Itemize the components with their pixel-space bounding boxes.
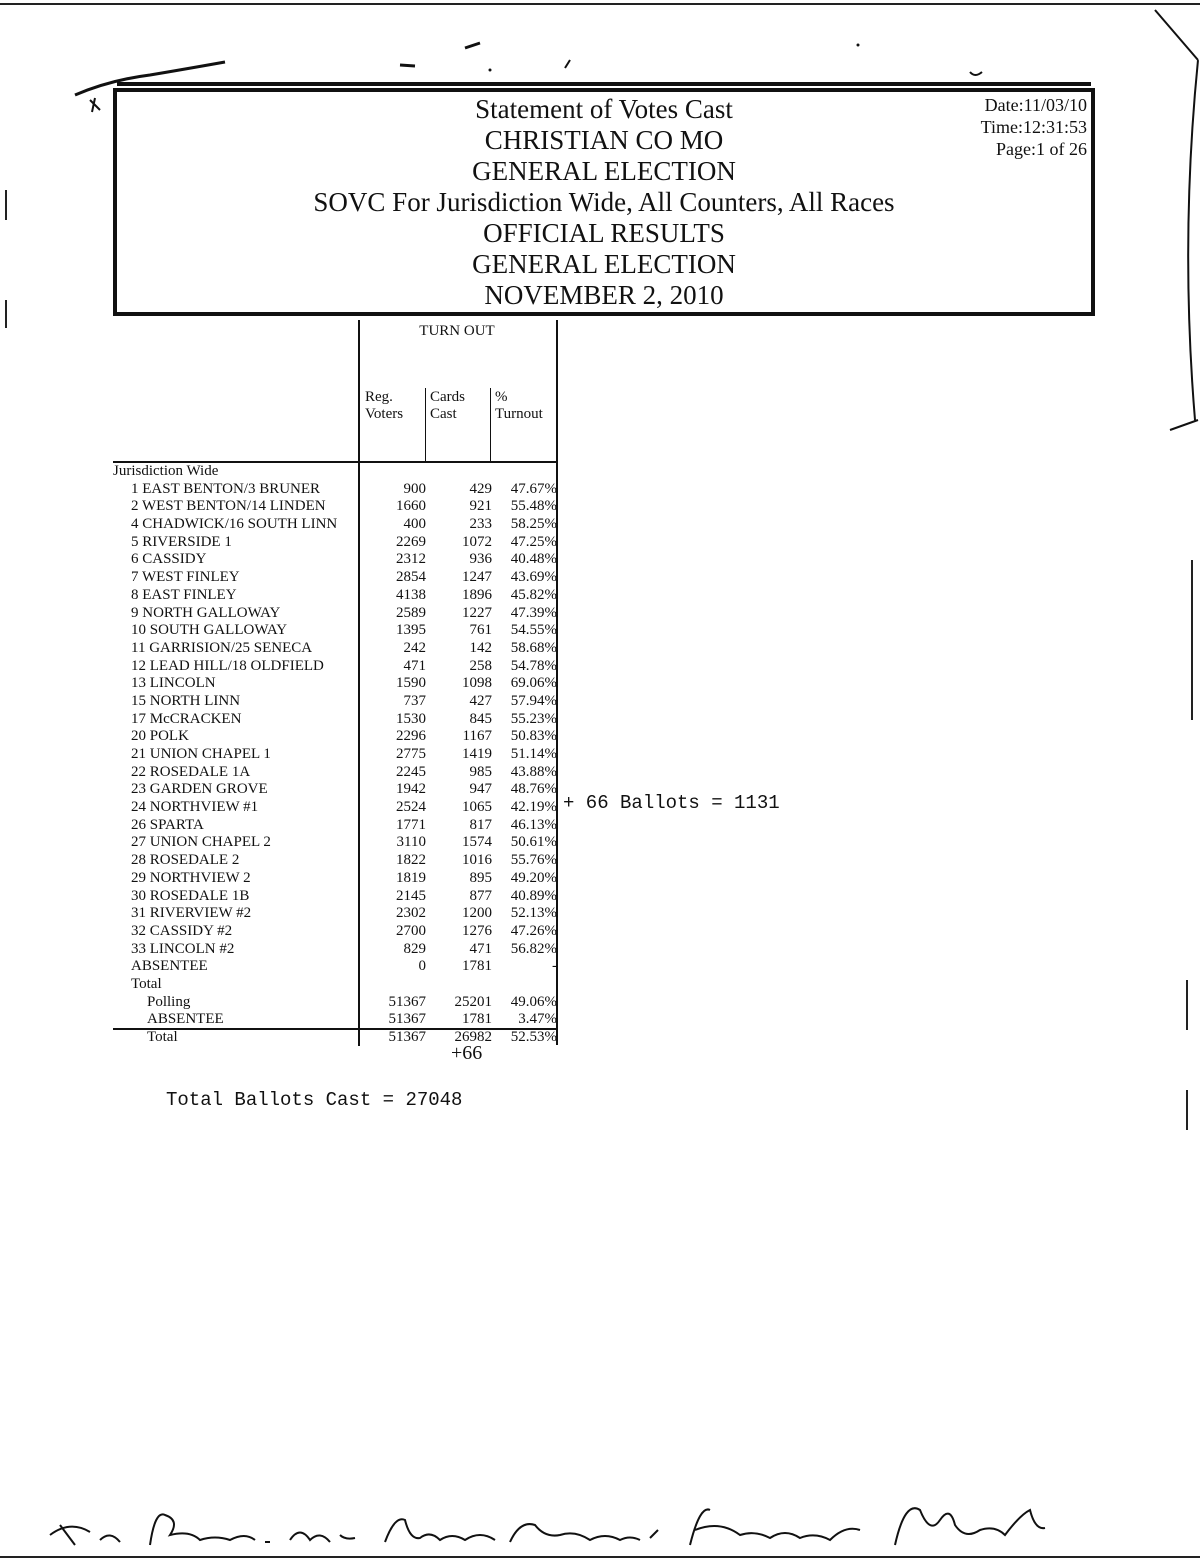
pct-turnout-cell: 55.76%	[510, 852, 557, 869]
table-row	[113, 799, 573, 817]
reg-voters-cell: 471	[403, 657, 426, 674]
reg-voters-cell: 1822	[396, 852, 426, 869]
cards-cast-cell: 258	[469, 657, 492, 674]
cards-cast-cell: 761	[469, 622, 492, 639]
official-results-line: OFFICIAL RESULTS	[483, 218, 725, 248]
table-row	[113, 923, 573, 941]
pct-turnout-cell: 42.19%	[510, 799, 557, 816]
table-row	[113, 711, 573, 729]
precinct-name: 5 RIVERSIDE 1	[131, 533, 232, 550]
cards-cast-cell: 233	[469, 516, 492, 533]
cards-cast-cell: 1896	[462, 586, 492, 603]
reg-voters-cell: 1942	[396, 781, 426, 798]
pct-turnout-cell: 49.20%	[510, 869, 557, 886]
pct-turnout-cell: 47.39%	[510, 604, 557, 621]
precinct-name: Total	[147, 1029, 178, 1045]
reg-voters-cell: 2524	[396, 799, 426, 816]
table-row	[113, 693, 573, 711]
reg-voters-cell: 2145	[396, 887, 426, 904]
reg-voters-cell: 242	[403, 639, 426, 656]
total-row	[113, 994, 573, 1012]
table-row	[113, 569, 573, 587]
table-row	[113, 658, 573, 676]
table-row	[113, 516, 573, 534]
cards-cast-cell: 817	[469, 816, 492, 833]
reg-voters-cell: 2245	[396, 763, 426, 780]
precinct-name: 4 CHADWICK/16 SOUTH LINN	[131, 516, 338, 533]
precinct-name: 15 NORTH LINN	[131, 692, 241, 709]
reg-voters-cell: 51367	[388, 993, 426, 1010]
pct-turnout-cell: 52.13%	[510, 905, 557, 922]
precinct-name: 7 WEST FINLEY	[131, 569, 240, 586]
reg-voters-cell: 2854	[396, 569, 426, 586]
precinct-name: 8 EAST FINLEY	[131, 586, 237, 603]
precinct-name: 9 NORTH GALLOWAY	[131, 604, 281, 621]
report-meta	[981, 94, 1087, 160]
pct-turnout-cell: 48.76%	[510, 781, 557, 798]
table-row	[113, 622, 573, 640]
scan-left-edge-mark	[5, 190, 7, 220]
pct-turnout-cell: 54.78%	[510, 657, 557, 674]
report-time: Time:12:31:53	[980, 117, 1087, 137]
cards-cast-cell: 427	[469, 692, 492, 709]
cards-cast-cell: 1419	[462, 746, 492, 762]
precinct-name: 29 NORTHVIEW 2	[131, 869, 251, 886]
table-row	[113, 817, 573, 835]
pct-turnout-cell: 56.82%	[510, 940, 557, 957]
cards-cast-cell: 1781	[462, 958, 492, 975]
table-row	[113, 675, 573, 693]
cards-cast-cell: 845	[469, 710, 492, 727]
scope-line: SOVC For Jurisdiction Wide, All Counters, All Races	[313, 187, 895, 217]
precinct-name: 22 ROSEDALE 1A	[131, 763, 251, 780]
total-row	[113, 1029, 573, 1047]
pct-turnout-cell: 43.69%	[510, 569, 557, 586]
plus-66-handwritten: +66	[451, 1042, 483, 1064]
pct-turnout-cell: 69.06%	[510, 675, 557, 692]
column-header-text: Cast	[430, 406, 457, 422]
report-page: Page:1 of 26	[996, 139, 1087, 159]
precinct-name: 6 CASSIDY	[131, 551, 207, 568]
precinct-name: 26 SPARTA	[131, 816, 204, 833]
reg-voters-cell: 2302	[396, 905, 426, 922]
scan-corner-stroke	[1150, 0, 1200, 450]
table-row	[113, 834, 573, 852]
reg-voters-cell: 1530	[396, 710, 426, 727]
table-row	[113, 781, 573, 799]
pct-turnout-cell: 50.83%	[510, 728, 557, 745]
turnout-table	[113, 463, 573, 1047]
table-row	[113, 605, 573, 623]
column-header-cards-cast	[430, 389, 465, 423]
total-label: Total	[131, 975, 162, 992]
precinct-name: 28 ROSEDALE 2	[131, 852, 240, 869]
cards-cast-cell: 1781	[462, 1011, 492, 1028]
precinct-name: 32 CASSIDY #2	[131, 922, 233, 939]
reg-voters-cell: 2269	[396, 533, 426, 550]
total-row	[113, 1011, 573, 1029]
county-line: CHRISTIAN CO MO	[484, 125, 724, 155]
column-rule-cards	[490, 388, 491, 462]
reg-voters-cell: 51367	[388, 1029, 426, 1045]
pct-turnout-cell: 55.23%	[510, 710, 557, 727]
pct-turnout-cell: 51.14%	[510, 746, 557, 762]
election-line: GENERAL ELECTION	[472, 156, 736, 186]
table-row	[113, 587, 573, 605]
pct-turnout-cell: 54.55%	[510, 622, 557, 639]
pct-turnout-cell: -	[552, 958, 557, 975]
pct-turnout-cell: 40.89%	[510, 887, 557, 904]
turnout-group-title: TURN OUT	[419, 323, 495, 339]
cards-cast-cell: 1065	[462, 799, 492, 816]
precinct-name: 2 WEST BENTON/14 LINDEN	[131, 498, 326, 515]
reg-voters-cell: 4138	[396, 586, 426, 603]
cards-cast-cell: 1167	[462, 728, 492, 745]
precinct-name: 13 LINCOLN	[131, 675, 216, 692]
cards-cast-cell: 985	[469, 763, 492, 780]
pct-turnout-cell: 46.13%	[510, 816, 557, 833]
pct-turnout-cell: 3.47%	[518, 1011, 557, 1028]
cards-cast-cell: 471	[469, 940, 492, 957]
precinct-name: 27 UNION CHAPEL 2	[131, 834, 271, 851]
table-row	[113, 551, 573, 569]
pct-turnout-cell: 43.88%	[510, 763, 557, 780]
precinct-name: ABSENTEE	[147, 1011, 224, 1028]
reg-voters-cell: 829	[403, 940, 426, 957]
reg-voters-cell: 1660	[396, 498, 426, 515]
cards-cast-cell: 142	[469, 639, 492, 656]
election-date-line: NOVEMBER 2, 2010	[484, 280, 724, 310]
scan-right-edge-mark	[1186, 980, 1188, 1030]
precinct-name: 17 McCRACKEN	[131, 710, 242, 727]
section-label: Jurisdiction Wide	[113, 463, 219, 479]
reg-voters-cell: 1771	[396, 816, 426, 833]
election-line-2: GENERAL ELECTION	[472, 249, 736, 279]
signature-image	[40, 1490, 1050, 1560]
reg-voters-cell: 1590	[396, 675, 426, 692]
table-row	[113, 481, 573, 499]
pct-turnout-cell: 58.68%	[510, 639, 557, 656]
pct-turnout-cell: 40.48%	[510, 551, 557, 568]
reg-voters-cell: 0	[418, 958, 426, 975]
pct-turnout-cell: 49.06%	[510, 993, 557, 1010]
reg-voters-cell: 2700	[396, 922, 426, 939]
report-title-line: Statement of Votes Cast	[475, 94, 733, 124]
cards-cast-cell: 1016	[462, 852, 492, 869]
cards-cast-cell: 25201	[454, 993, 492, 1010]
reg-voters-cell: 2312	[396, 551, 426, 568]
pct-turnout-cell: 58.25%	[510, 516, 557, 533]
table-row	[113, 534, 573, 552]
column-header-text: Reg.	[365, 389, 393, 405]
pct-turnout-cell: 52.53%	[510, 1029, 557, 1045]
precinct-name: 24 NORTHVIEW #1	[131, 799, 259, 816]
scan-top-border-line	[0, 3, 1200, 5]
table-row	[113, 941, 573, 959]
precinct-name: 1 EAST BENTON/3 BRUNER	[131, 480, 321, 497]
pct-turnout-cell: 47.26%	[510, 922, 557, 939]
cards-cast-cell: 936	[469, 551, 492, 568]
precinct-name: 12 LEAD HILL/18 OLDFIELD	[131, 657, 324, 674]
reg-voters-cell: 737	[403, 692, 426, 709]
table-row	[113, 905, 573, 923]
pct-turnout-cell: 47.25%	[510, 533, 557, 550]
scan-left-edge-mark	[5, 300, 7, 328]
column-header-text: Cards	[430, 389, 465, 405]
column-header-text: Voters	[365, 406, 404, 422]
table-row	[113, 746, 573, 764]
precinct-name: 20 POLK	[131, 728, 189, 745]
column-header-text: %	[495, 389, 508, 405]
table-row	[113, 764, 573, 782]
cards-cast-cell: 1247	[462, 569, 492, 586]
precinct-name: 23 GARDEN GROVE	[131, 781, 268, 798]
pct-turnout-cell: 50.61%	[510, 834, 557, 851]
precinct-name: ABSENTEE	[131, 958, 208, 975]
column-header-text: Turnout	[495, 406, 543, 422]
reg-voters-cell: 2589	[396, 604, 426, 621]
total-label-row	[113, 976, 573, 994]
scan-right-edge-mark	[1191, 560, 1193, 720]
report-header-box	[113, 88, 1095, 316]
reg-voters-cell: 400	[403, 516, 426, 533]
reg-voters-cell: 3110	[396, 834, 426, 851]
cards-cast-cell: 1574	[462, 834, 492, 851]
table-row	[113, 958, 573, 976]
precinct-name: 10 SOUTH GALLOWAY	[131, 622, 288, 639]
reg-voters-cell: 900	[403, 480, 426, 497]
cards-cast-cell: 1227	[462, 604, 492, 621]
total-ballots-cast: Total Ballots Cast = 27048	[166, 1089, 463, 1111]
northview-ballots-note: + 66 Ballots = 1131	[563, 792, 780, 814]
reg-voters-cell: 2775	[396, 746, 426, 762]
precinct-name: 30 ROSEDALE 1B	[131, 887, 250, 904]
table-row	[113, 888, 573, 906]
table-row	[113, 728, 573, 746]
pct-turnout-cell: 57.94%	[510, 692, 557, 709]
cards-cast-cell: 1276	[462, 922, 492, 939]
reg-voters-cell: 2296	[396, 728, 426, 745]
pct-turnout-cell: 45.82%	[510, 586, 557, 603]
cards-cast-cell: 895	[469, 869, 492, 886]
report-title-block	[117, 94, 1091, 311]
section-label-row	[113, 463, 573, 481]
table-row	[113, 640, 573, 658]
cards-cast-cell: 947	[469, 781, 492, 798]
precinct-name: 21 UNION CHAPEL 1	[131, 746, 271, 762]
table-row	[113, 852, 573, 870]
pct-turnout-cell: 55.48%	[510, 498, 557, 515]
precinct-name: 11 GARRISION/25 SENECA	[131, 639, 313, 656]
column-header-pct-turnout	[495, 389, 543, 423]
reg-voters-cell: 1395	[396, 622, 426, 639]
cards-cast-cell: 877	[469, 887, 492, 904]
cards-cast-cell: 921	[469, 498, 492, 515]
table-row	[113, 870, 573, 888]
pct-turnout-cell: 47.67%	[510, 480, 557, 497]
reg-voters-cell: 51367	[388, 1011, 426, 1028]
column-rule-reg	[425, 388, 426, 462]
cards-cast-cell: 1098	[462, 675, 492, 692]
cards-cast-cell: 26982	[454, 1029, 492, 1045]
precinct-name: 31 RIVERVIEW #2	[131, 905, 252, 922]
reg-voters-cell: 1819	[396, 869, 426, 886]
cards-cast-cell: 1200	[462, 905, 492, 922]
scan-right-edge-mark	[1186, 1090, 1188, 1130]
cards-cast-cell: 1072	[462, 533, 492, 550]
column-header-reg-voters	[365, 389, 403, 423]
precinct-name: Polling	[147, 993, 191, 1010]
precinct-name: 33 LINCOLN #2	[131, 940, 235, 957]
table-row	[113, 498, 573, 516]
report-date: Date:11/03/10	[984, 95, 1087, 115]
cards-cast-cell: 429	[469, 480, 492, 497]
